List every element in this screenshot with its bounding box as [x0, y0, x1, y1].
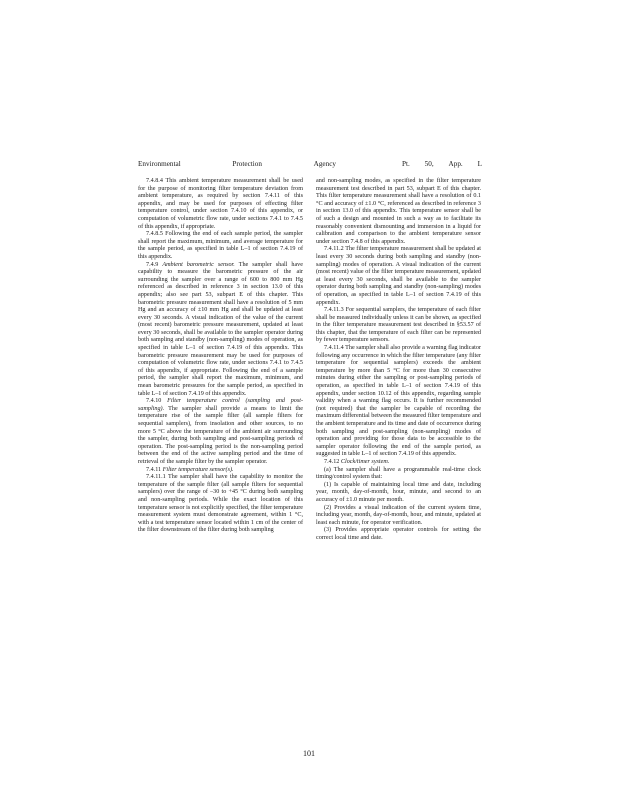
list-item: (3) Provides appropriate operator controls for setting the correct local time and date.	[316, 527, 481, 541]
paragraph	[138, 467, 303, 475]
header-word: Environmental	[138, 160, 181, 168]
paragraph: (a) The sampler shall have a programmable real-time clock timing/control system that:	[316, 466, 481, 481]
section-number: 7.4.12	[324, 458, 340, 465]
paragraph	[316, 459, 481, 467]
section-title: Ambient barometric sensor.	[162, 261, 235, 268]
paragraph: 7.4.11.3 For sequential samplers, the temperature of each filter shall be measured individually unless it can be shown, as specified in the filter temperature measurement test described in §53.57 of this chapter, that the temperature of each filter can be represented by fewer temperature sensors.	[316, 307, 481, 344]
paragraph: 7.4.11.2 The filter temperature measurement shall be updated at least every 30 seconds during both sampling and standby (non-sampling) modes of operation. A visual indication of the current (most recent) value of the filter temperature measurement, updated at least every 30 seconds, shall be available to the sampler operator during both sampling and standby (non-sampling) modes of operation, as specified in table L–1 of section 7.4.19 of this appendix.	[316, 246, 481, 306]
header-word: App.	[448, 160, 463, 168]
header-word: Agency	[313, 160, 336, 168]
section-body: The sampler shall have capability to measure the barometric pressure of the air surrounding the sampler over a range of 600 to 800 mm Hg referenced as described in reference 3 in section 13.0 of this appendix; also see part 53, subpart E of this chapter. This barometric pressure measurement shall have a resolution of 5 mm Hg and an accuracy of ±10 mm Hg and shall be updated at least every 30 seconds. A visual indication of the value of the current (most recent) barometric pressure measurement, updated at least every 30 seconds, shall be available to the sampler operator during both sampling and standby (non-sampling) modes of operation, as specified in table L–1 of section 7.4.19 of this appendix. This barometric pressure measurement may be used for purposes of computation of volumetric flow rate, under sections 7.4.1 to 7.4.5 of this appendix, if appropriate. Following the end of a sample period, the sampler shall report the maximum, minimum, and mean barometric pressures for the sample period, as specified in table L–1 of section 7.4.19 of this appendix.	[138, 261, 303, 397]
running-header	[138, 158, 482, 170]
paragraph	[138, 398, 303, 466]
header-agency	[138, 158, 336, 170]
header-word: Pt.	[402, 160, 410, 168]
page-number: 101	[303, 749, 315, 758]
section-body: The sampler shall provide a means to limit the temperature rise of the sample filter (all sample filters for sequential samplers), from insolation and other sources, to no more 5 °C above the temperature of the ambient air surrounding the sampler, during both sampling and post-sampling periods of operation. The post-sampling period is the non-sampling period between the end of the active sampling period and the time of retrieval of the sample filter by the sampler operator.	[138, 405, 303, 465]
section-number: 7.4.9	[146, 261, 159, 268]
paragraph: 7.4.11.4 The sampler shall also provide a warning flag indicator following any occurrence in which the filter temperature (any filter temperature for sequential samplers) exceeds the ambient temperature by more than 5 °C for more than 30 consecutive minutes during either the sampling or post-sampling periods of operation, as specified in table L–1 of section 7.4.19 of this appendix, under section 10.12 of this appendix, regarding sample validity when a warning flag occurs. It is further recommended (not required) that the sampler be capable of recording the maximum differential between the measured filter temperature and the ambient temperature and its time and date of occurrence during both sampling and post-sampling (non-sampling) modes of operation and providing for those data to be accessible to the sampler operator following the end of the sample period, as suggested in table L–1 of section 7.4.19 of this appendix.	[316, 345, 481, 458]
list-item: (2) Provides a visual indication of the current system time, including year, month, day-of-month, hour, and minute, updated at least each minute, for operator verification.	[316, 504, 481, 526]
paragraph	[138, 262, 303, 399]
section-number: 7.4.11	[146, 466, 162, 473]
section-title: Clock/timer system.	[340, 458, 390, 465]
paragraph: and non-sampling modes, as specified in the filter temperature measurement test described in part 53, subpart E of this chapter. This filter temperature measurement shall have a resolution of 0.1 °C and accuracy of ±1.0 °C, referenced as described in reference 3 in section 13.0 of this appendix. This temperature sensor shall be of such a design and mounted in such a way as to facilitate its reasonably convenient dismounting and immersion in a liquid for calibration and comparison to the ambient temperature sensor under section 7.4.8 of this appendix.	[316, 178, 481, 245]
list-item: (1) Is capable of maintaining local time and date, including year, month, day-of-month, hour, minute, and second to an accuracy of ±1.0 minute per month.	[316, 481, 481, 503]
section-title: Filter temperature control (sampling and post-sampling).	[138, 398, 303, 412]
header-word: 50,	[424, 160, 434, 168]
paragraph: 7.4.11.1 The sampler shall have the capability to monitor the temperature of the sample filter (all sample filters for sequential samplers) over the range of –30 to +45 °C during both sampling and non-sampling periods. While the exact location of this temperature sensor is not explicitly specified, the filter temperature measurement system must demonstrate agreement, within 1 °C, with a test temperature sensor located within 1 cm of the center of the filter downstream of the filter during both sampling	[138, 474, 303, 534]
left-column	[138, 178, 303, 535]
header-word: Protection	[232, 160, 262, 168]
paragraph: 7.4.8.4 This ambient temperature measurement shall be used for the purpose of monitoring filter temperature deviation from ambient temperature, as required by section 7.4.11 of this appendix, and may be used for purposes of effecting filter temperature control, under section 7.4.10 of this appendix, or computation of volumetric flow rate, under sections 7.4.1 to 7.4.5 of this appendix, if appropriate.	[138, 178, 303, 230]
header-part	[402, 158, 482, 170]
header-word: L	[477, 160, 482, 168]
section-title: Filter temperature sensor(s).	[162, 466, 234, 473]
section-number: 7.4.10	[146, 398, 162, 405]
paragraph: 7.4.8.5 Following the end of each sample period, the sampler shall report the maximum, minimum, and average temperature for the sample period, as specified in table L–1 of section 7.4.19 of this appendix.	[138, 231, 303, 260]
right-column	[316, 178, 481, 543]
